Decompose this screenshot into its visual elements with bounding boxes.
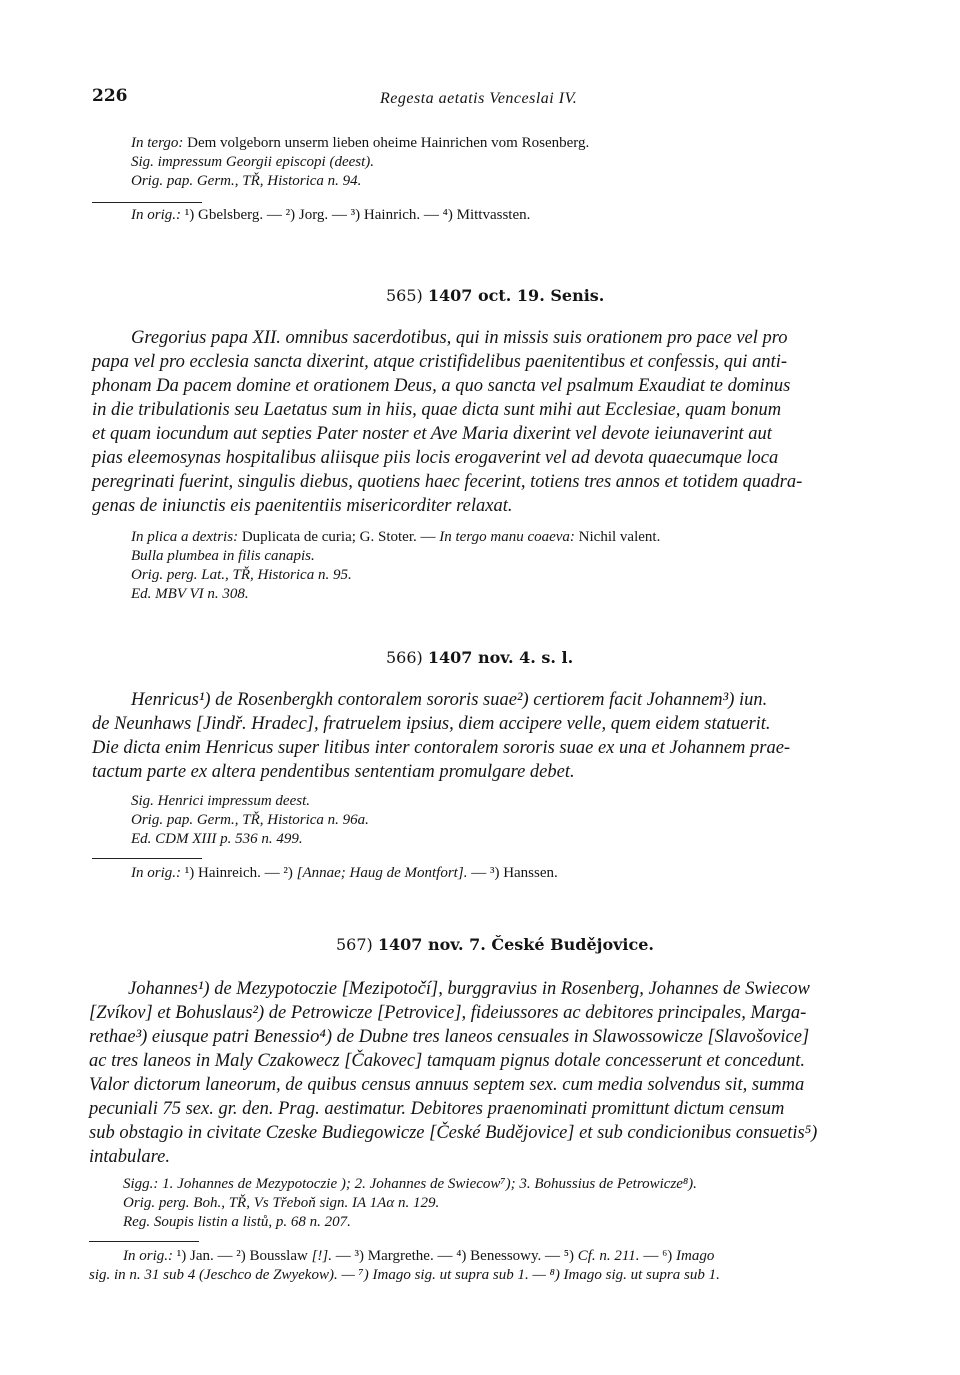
text-line: peregrinati fuerint, singulis diebus, quotiens haec fecerint, totiens tres annos et totidem quadra-: [92, 472, 803, 492]
footnote-label: In orig.:: [131, 865, 181, 881]
entry-heading: [386, 286, 604, 305]
text-line: [Zvíkov] et Bohuslaus²) de Petrowicze [Petrovice], fideiussores ac debitores principales, Marga-: [89, 1003, 807, 1023]
text-line: et quam iocundum aut septies Pater noster et Ave Maria dixerint vel devote ieiunaverint aut: [92, 424, 772, 444]
text-line: intabulare.: [89, 1147, 171, 1167]
plica-text: Duplicata de curia; G. Stoter. —: [238, 529, 440, 545]
tergo-text: Dem volgeborn unserm lieben oheime Hainrichen vom Rosenberg.: [187, 135, 590, 151]
orig-note: Orig. pap. Germ., TŘ, Historica n. 96a.: [131, 812, 369, 828]
footnote-label: In orig.:: [131, 207, 181, 223]
footnote-text: Cf. n. 211.: [577, 1248, 640, 1264]
text-line: Johannes¹) de Mezypotoczie [Mezipotočí], burggravius in Rosenberg, Johannes de Swiecow: [128, 979, 810, 999]
footnote: [123, 1248, 714, 1265]
text-line: sub obstagio in civitate Czeske Budiegowicze [České Budějovice] et sub condicionibus consuetis⁵): [89, 1123, 818, 1143]
text-line: genas de iniunctis eis paenitentiis misericorditer relaxat.: [92, 496, 513, 516]
plica-note: [131, 529, 660, 546]
entry-number: 565): [386, 286, 428, 305]
regest-note: Reg. Soupis listin a listů, p. 68 n. 207.: [123, 1214, 351, 1230]
entry-date-place: 1407 nov. 7. České Budějovice.: [377, 935, 654, 954]
orig-note: Orig. perg. Lat., TŘ, Historica n. 95.: [131, 567, 352, 583]
text-line: rethae³) eiusque patri Benessio⁴) de Dubne tres laneos censuales in Slawossowicze [Slavošovice]: [89, 1027, 810, 1047]
footnote-continuation: sig. in n. 31 sub 4 (Jeschco de Zwyekow). — ⁷) Imago sig. ut supra sub 1. — ⁸) Imago sig. ut supra sub 1.: [89, 1267, 720, 1283]
running-title: Regesta aetatis Venceslai IV.: [380, 90, 578, 107]
edition-note: Ed. CDM XIII p. 536 n. 499.: [131, 831, 303, 847]
sigg-note: Sigg.: 1. Johannes de Mezypotoczie ); 2. Johannes de Swiecow⁷); 3. Bohussius de Petrowicze⁸).: [123, 1176, 697, 1192]
plica-label: In plica a dextris:: [131, 529, 239, 545]
entry-date-place: 1407 nov. 4. s. l.: [427, 648, 574, 667]
text-line: papa vel pro ecclesia sancta dixerint, atque cristifidelibus paenitentibus et confessis, qui anti-: [92, 352, 788, 372]
text-line: Gregorius papa XII. omnibus sacerdotibus, qui in missis suis orationem pro pace vel pro: [131, 328, 788, 348]
text-line: tactum parte ex altera pendentibus sententiam promulgare debet.: [92, 762, 575, 782]
footnote-text: ¹) Jan. — ²) Bousslaw: [173, 1248, 312, 1264]
entry-date-place: 1407 oct. 19. Senis.: [427, 286, 605, 305]
footnote: [131, 865, 558, 882]
tergo-note: [131, 135, 589, 152]
footnote-rule: [89, 1241, 199, 1242]
text-line: ac tres laneos in Maly Czakowecz [Čakovec] tamquam pignus dotale concesserunt et concedunt.: [89, 1051, 806, 1071]
entry-heading: [386, 648, 573, 667]
text-line: Die dicta enim Henricus super litibus inter contoralem sororis suae ex una et Johannem prae-: [92, 738, 791, 758]
page-number: 226: [92, 86, 128, 106]
sig-note: Sig. impressum Georgii episcopi (deest).: [131, 154, 375, 170]
bulla-note: Bulla plumbea in filis canapis.: [131, 548, 315, 564]
footnote-text: — ³) Margrethe. — ⁴) Benessowy. — ⁵): [332, 1248, 578, 1264]
footnote-rule: [92, 202, 202, 203]
text-line: pecuniali 75 sex. gr. den. Prag. aestimatur. Debitores praenominati promittunt dictum censum: [89, 1099, 785, 1119]
footnote-text: [!].: [311, 1248, 332, 1264]
text-line: de Neunhaws [Jindř. Hradec], fratruelem ipsius, diem accipere velle, quem eidem statuerit.: [92, 714, 771, 734]
orig-note: Orig. pap. Germ., TŘ, Historica n. 94.: [131, 173, 362, 189]
tergo-label: In tergo:: [131, 135, 184, 151]
text-line: pias eleemosynas hospitalibus aliisque piis locis erogaverint vel ad devota quaecumque loca: [92, 448, 779, 468]
text-line: Valor dictorum laneorum, de quibus census annuus septem sex. cum media solvendus sit, summa: [89, 1075, 805, 1095]
footnote-text: — ⁶): [639, 1248, 677, 1264]
text-line: in die tribulationis seu Laetatus sum in hiis, quae dicta sunt mihi aut Ecclesiae, quam bonum: [92, 400, 782, 420]
footnote-text: [Annae; Haug de Montfort].: [296, 865, 468, 881]
entry-heading: [336, 935, 654, 954]
edition-note: Ed. MBV VI n. 308.: [131, 586, 249, 602]
text-line: Henricus¹) de Rosenbergkh contoralem sororis suae²) certiorem facit Johannem³) iun.: [131, 690, 768, 710]
entry-number: 566): [386, 648, 428, 667]
text-line: phonam Da pacem domine et orationem Deus, a quo sancta vel psalmum Exaudiat te dominus: [92, 376, 791, 396]
footnote-rule: [92, 858, 202, 859]
sig-note: Sig. Henrici impressum deest.: [131, 793, 311, 809]
entry-number: 567): [336, 935, 378, 954]
footnote: [131, 207, 530, 224]
tergo-label: In tergo manu coaeva:: [439, 529, 575, 545]
orig-note: Orig. perg. Boh., TŘ, Vs Třeboň sign. IA 1Aα n. 129.: [123, 1195, 440, 1211]
footnote-text: — ³) Hanssen.: [467, 865, 558, 881]
footnote-label: In orig.:: [123, 1248, 173, 1264]
footnote-text: Imago: [676, 1248, 715, 1264]
footnote-text: ¹) Gbelsberg. — ²) Jorg. — ³) Hainrich. — ⁴) Mittvassten.: [181, 207, 531, 223]
tergo-text: Nichil valent.: [574, 529, 661, 545]
footnote-text: ¹) Hainreich. — ²): [181, 865, 297, 881]
